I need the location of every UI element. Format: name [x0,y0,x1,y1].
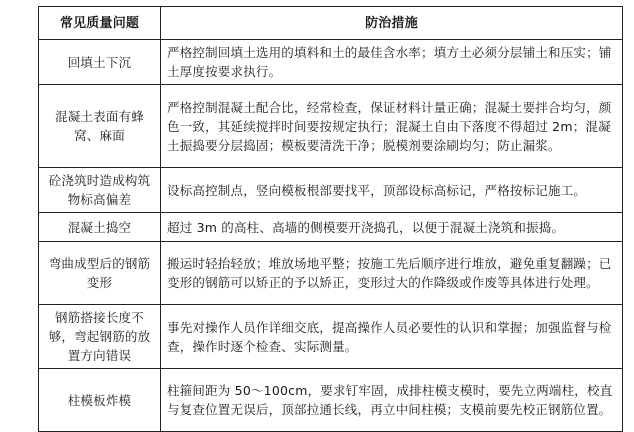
header-problem: 常见质量问题 [39,7,161,40]
problem-cell: 柱模板炸模 [39,369,161,432]
problem-cell: 混凝土捣空 [39,213,161,242]
measure-cell: 设标高控制点，竖向模板根部要找平，顶部设标高标记，严格按标记施工。 [161,168,623,213]
problem-cell: 混凝土表面有蜂窝、麻面 [39,85,161,168]
table-row [39,40,623,85]
table-row [39,242,623,305]
measure-cell: 搬运时轻抬轻放；堆放场地平整；按施工先后顺序进行堆放，避免重复翻躁；已变形的钢筋可以矫正的予以矫正，变形过大的作降级或作废等具体进行处理。 [161,242,623,305]
measure-cell: 严格控制回填土选用的填料和土的最佳含水率；填方土必须分层铺土和压实；铺土厚度按要求执行。 [161,40,623,85]
measure-cell: 超过 3m 的高柱、高墙的侧模要开浇捣孔，以便于混凝土浇筑和振捣。 [161,213,623,242]
table-row [39,305,623,369]
table-row [39,85,623,168]
header-measure: 防治措施 [161,7,623,40]
measure-cell: 柱箍间距为 50～100cm，要求钉牢固，成排柱模支模时，要先立两端柱，校直与复查位置无误后，顶部拉通长线，再立中间柱模；支模前要先校正钢筋位置。 [161,369,623,432]
table-row [39,168,623,213]
problem-cell: 砼浇筑时造成构筑物标高偏差 [39,168,161,213]
measure-cell: 事先对操作人员作详细交底，提高操作人员必要性的认识和掌握；加强监督与检查，操作时逐个检查、实际测量。 [161,305,623,369]
measure-cell: 严格控制混凝土配合比，经常检查，保证材料计量正确；混凝土要拌合均匀，颜色一致，其延续搅拌时间要按规定执行；混凝土自由下落度不得超过 2m；混凝土振捣要分层捣固；模板要清洗干净；脱模剂要涂刷均匀；防止漏浆。 [161,85,623,168]
problem-cell: 回填土下沉 [39,40,161,85]
problem-cell: 钢筋搭接长度不够，弯起钢筋的放置方向错误 [39,305,161,369]
table-row [39,369,623,432]
table-row [39,213,623,242]
table-header-row [39,7,623,40]
problem-cell: 弯曲成型后的钢筋变形 [39,242,161,305]
quality-issues-table [38,6,623,432]
